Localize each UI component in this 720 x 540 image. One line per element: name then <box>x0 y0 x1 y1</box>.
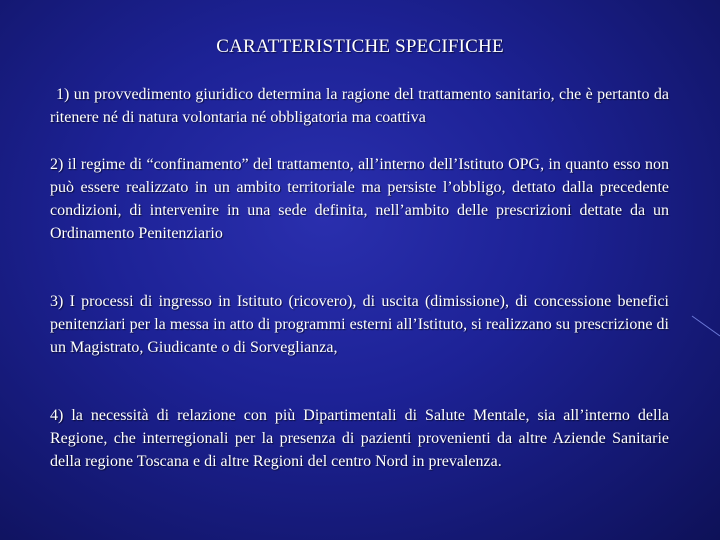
paragraph-3: 3) I processi di ingresso in Istituto (ricovero), di uscita (dimissione), di concessione benefici penitenziari per la messa in atto di programmi esterni all’Istituto, si realizzano su prescrizione di un Magistrato, Giudicante o di Sorveglianza, <box>50 293 669 356</box>
slide-title: CARATTERISTICHE SPECIFICHE <box>216 36 504 57</box>
decorative-line <box>690 300 720 340</box>
paragraph-2: 2) il regime di “confinamento” del trattamento, all’interno dell’Istituto OPG, in quanto esso non può essere realizzato in un ambito territoriale ma persiste l’obbligo, dettato dalla precedente condizioni, di intervenire in una sede definita, nell’ambito delle prescrizioni dettate da un Ordinamento Penitenziario <box>50 156 669 242</box>
paragraph-1-text: 1) un provvedimento giuridico determina la ragione del trattamento sanitario, che è pertanto da ritenere né di natura volontaria né obbligatoria ma coattiva <box>50 86 669 126</box>
paragraph-4: 4) la necessità di relazione con più Dipartimentali di Salute Mentale, sia all’interno della Regione, che interregionali per la presenza di pazienti provenienti da altre Aziende Sanitarie della regione Toscana e di altre Regioni del centro Nord in prevalenza. <box>50 407 669 470</box>
paragraph-1 <box>50 83 669 129</box>
